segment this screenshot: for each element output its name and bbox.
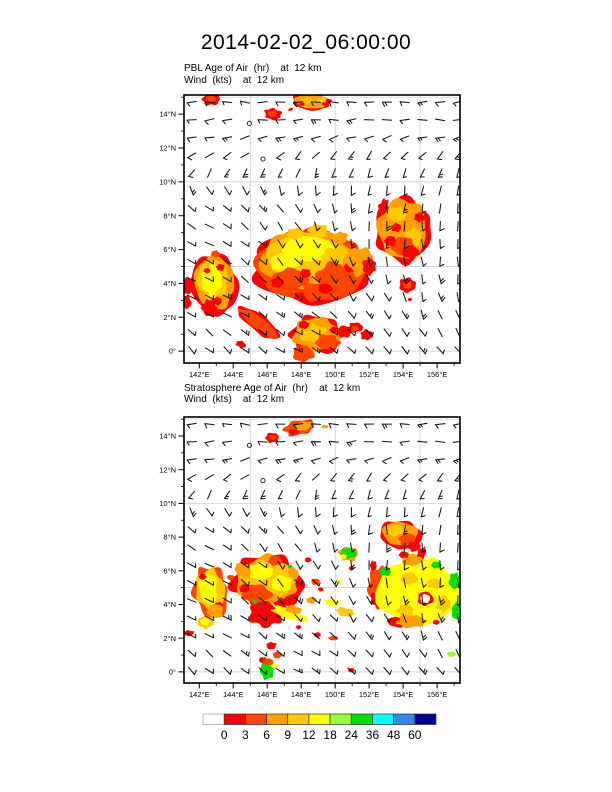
- colorbar-cell: [330, 714, 351, 725]
- colorbar-tick-label: 3: [242, 728, 249, 742]
- lon-tick-label: 144°E: [222, 690, 244, 699]
- lat-tick-label: 14°N: [159, 109, 176, 119]
- lon-tick-label: 142°E: [189, 370, 210, 379]
- lat-tick-label: 2°N: [163, 633, 176, 643]
- calm-wind-circle: [261, 157, 265, 161]
- colorbar-tick-label: 60: [408, 728, 422, 742]
- colorbar-tick-label: 0: [220, 728, 228, 742]
- lat-tick-label: 0°: [168, 667, 176, 677]
- lon-tick-label: 148°E: [290, 370, 312, 379]
- panel1-subtitle-line1: PBL Age of Air (hr) at 12 km: [184, 63, 322, 74]
- lat-tick-label: 4°N: [163, 600, 176, 610]
- lat-tick-label: 6°N: [163, 245, 176, 255]
- colorbar-cell: [224, 714, 245, 725]
- figure-title: 2014-02-02_06:00:00: [200, 31, 412, 54]
- lat-tick-label: 8°N: [163, 211, 176, 221]
- lat-tick-label: 6°N: [163, 566, 176, 576]
- lat-tick-label: 0°: [168, 346, 176, 356]
- lat-tick-label: 14°N: [159, 431, 176, 441]
- lat-tick-label: 12°N: [159, 143, 176, 153]
- colorbar-cell: [245, 714, 266, 725]
- lon-tick-label: 156°E: [426, 370, 448, 379]
- lon-tick-label: 154°E: [392, 690, 414, 699]
- colorbar-cell: [351, 714, 372, 725]
- stratosphere-map-panel: [159, 417, 465, 699]
- colorbar-cell: [415, 714, 436, 725]
- lon-tick-label: 152°E: [358, 690, 380, 699]
- colorbar-cell: [394, 714, 415, 725]
- colorbar-tick-label: 36: [365, 728, 380, 742]
- lon-tick-label: 146°E: [256, 690, 278, 699]
- colorbar-tick-label: 18: [323, 728, 337, 742]
- colorbar-cell: [309, 714, 330, 725]
- colorbar-cell: [288, 714, 309, 725]
- lon-tick-label: 144°E: [222, 370, 244, 379]
- lon-tick-label: 156°E: [426, 690, 448, 699]
- colorbar-tick-label: 24: [344, 728, 358, 742]
- lon-tick-label: 148°E: [290, 690, 312, 699]
- panel2-subtitle-line2: Wind (kts) at 12 km: [184, 394, 285, 405]
- calm-wind-circle: [261, 479, 265, 483]
- lon-tick-label: 150°E: [324, 690, 346, 699]
- colorbar-cell: [203, 714, 224, 725]
- colorbar-cell: [267, 714, 288, 725]
- lat-tick-label: 2°N: [163, 312, 176, 322]
- colorbar: [203, 714, 436, 742]
- lat-tick-label: 10°N: [159, 177, 176, 187]
- calm-wind-circle: [247, 121, 251, 125]
- colorbar-tick-label: 12: [302, 728, 316, 742]
- pbl-map-panel: [159, 93, 462, 379]
- lat-tick-label: 4°N: [163, 279, 176, 289]
- lat-tick-label: 12°N: [159, 465, 176, 475]
- calm-wind-circle: [247, 443, 251, 447]
- lon-tick-label: 152°E: [358, 370, 380, 379]
- panel1-subtitle-line2: Wind (kts) at 12 km: [184, 74, 285, 86]
- lon-tick-label: 142°E: [189, 690, 210, 699]
- colorbar-tick-label: 6: [263, 728, 270, 742]
- colorbar-cell: [372, 714, 393, 725]
- lat-tick-label: 8°N: [163, 532, 176, 542]
- lon-tick-label: 150°E: [324, 370, 346, 379]
- colorbar-tick-label: 9: [284, 728, 292, 742]
- age-of-air-contour-layer: [182, 93, 431, 362]
- lon-tick-label: 154°E: [392, 370, 414, 379]
- lon-tick-label: 146°E: [256, 370, 278, 379]
- colorbar-tick-label: 48: [386, 728, 401, 742]
- panel2-subtitle-line1: Stratosphere Age of Air (hr) at 12 km: [184, 382, 361, 394]
- lat-tick-label: 10°N: [159, 499, 176, 509]
